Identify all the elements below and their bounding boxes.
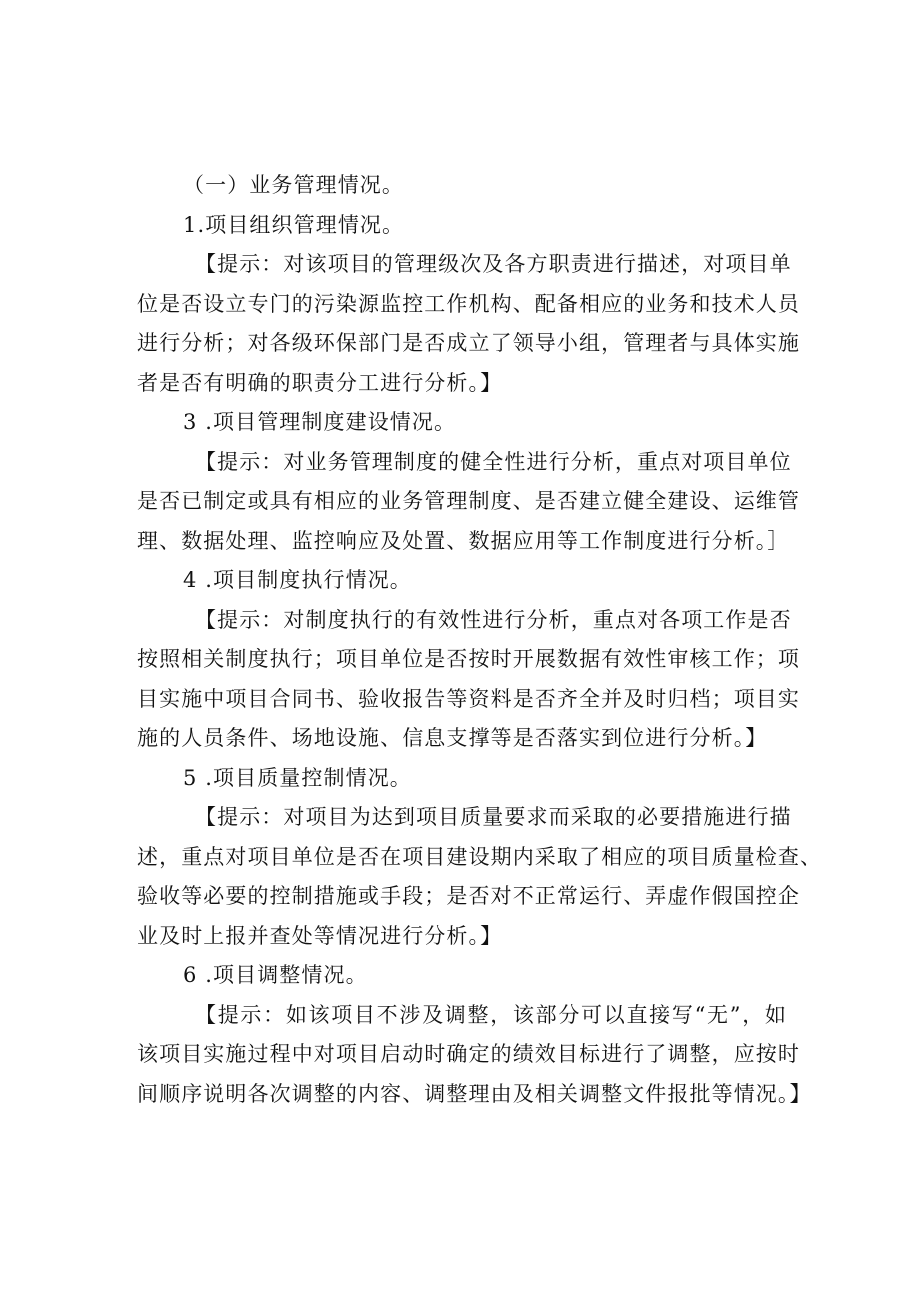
item-heading: 6 .项目调整情况。 <box>183 963 368 987</box>
hint-line: 间顺序说明各次调整的内容、调整理由及相关调整文件报批等情况。】 <box>137 1081 812 1106</box>
hint-line: 按照相关制度执行；项目单位是否按时开展数据有效性审核工作；项 <box>137 647 800 671</box>
hint-line: 【提示：如该项目不涉及调整，该部分可以直接写“无”，如 <box>195 1002 787 1027</box>
document-body <box>137 166 823 1114</box>
hint-line: 验收等必要的控制措施或手段；是否对不正常运行、弄虚作假国控企 <box>137 884 800 908</box>
hint-line: 进行分析；对各级环保部门是否成立了领导小组，管理者与具体实施 <box>137 331 800 355</box>
hint-line: 理、数据处理、监控响应及处置、数据应用等工作制度进行分析。］ <box>137 528 790 553</box>
hint-line: 目实施中项目合同书、验收报告等资料是否齐全并及时归档；项目实 <box>137 686 800 711</box>
item-heading: 3 .项目管理制度建设情况。 <box>183 410 457 434</box>
hint-line: 【提示：对业务管理制度的健全性进行分析，重点对项目单位 <box>195 449 792 474</box>
hint-line: 者是否有明确的职责分工进行分析。】 <box>137 370 503 395</box>
hint-line: 是否已制定或具有相应的业务管理制度、是否建立健全建设、运维管 <box>137 489 800 513</box>
item-heading: 5 .项目质量控制情况。 <box>183 765 412 790</box>
item-heading: 4 .项目制度执行情况。 <box>183 568 412 592</box>
hint-line: 【提示：对项目为达到项目质量要求而采取的必要措施进行描 <box>195 805 792 829</box>
hint-line: 业及时上报并查处等情况进行分析。】 <box>137 923 503 948</box>
hint-line: 【提示：对该项目的管理级次及各方职责进行描述，对项目单 <box>195 252 792 276</box>
hint-line: 位是否设立专门的污染源监控工作机构、配备相应的业务和技术人员 <box>137 291 800 316</box>
hint-line: 施的人员条件、场地设施、信息支撑等是否落实到位进行分析。】 <box>137 726 768 750</box>
item-heading: 1.项目组织管理情况。 <box>183 212 405 237</box>
section-heading: （一）业务管理情况。 <box>183 173 404 197</box>
hint-line: 该项目实施过程中对项目启动时确定的绩效目标进行了调整，应按时 <box>137 1042 800 1066</box>
hint-line: 【提示：对制度执行的有效性进行分析，重点对各项工作是否 <box>195 607 792 632</box>
hint-line: 述，重点对项目单位是否在项目建设期内采取了相应的项目质量检查、 <box>137 844 823 869</box>
